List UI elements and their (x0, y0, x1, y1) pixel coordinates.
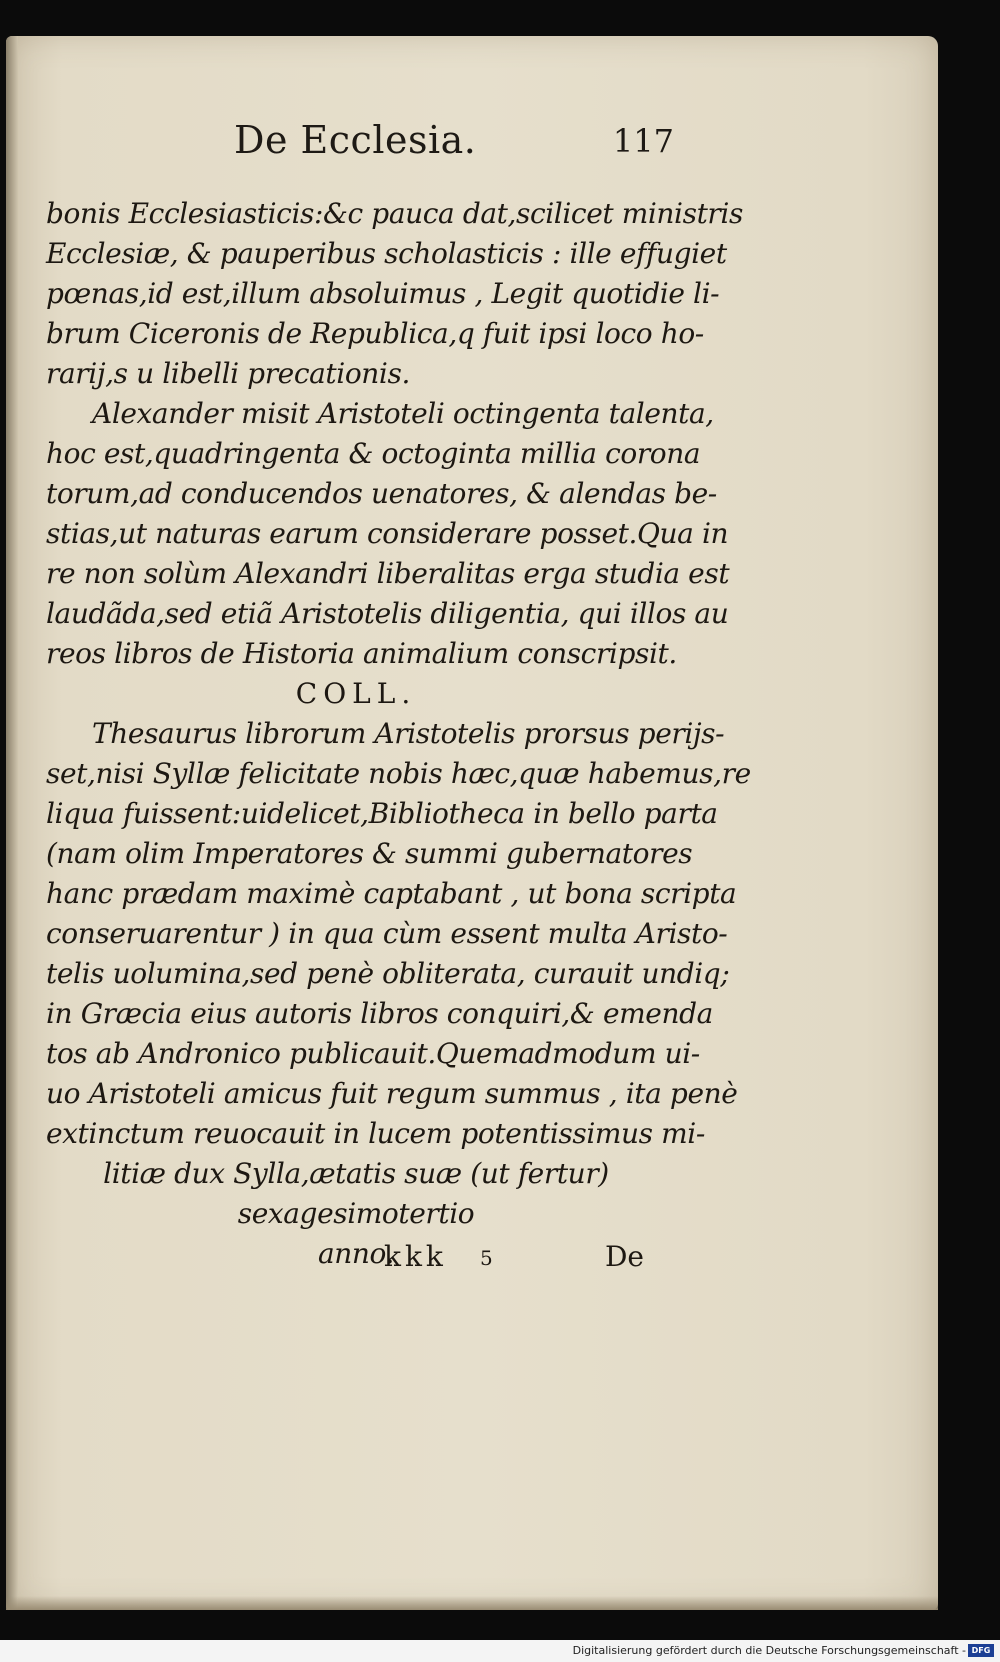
text-line: Alexander misit Aristoteli octingenta talenta, (92, 397, 714, 430)
page-gutter-edge (6, 36, 18, 1610)
signature-number: 5 (480, 1246, 493, 1270)
text-line: pœnas,id est,illum absoluimus , Legit quotidie li- (46, 277, 720, 310)
text-line: reos libros de Historia animalium conscripsit. (46, 637, 677, 670)
text-line: re non solùm Alexandri liberalitas erga studia est (46, 557, 730, 590)
text-line: bonis Ecclesiasticis:&c pauca dat,scilicet ministris (46, 197, 743, 230)
text-line-tail: sexagesimotertio (237, 1197, 475, 1230)
text-line: telis uolumina,sed penè obliterata, curauit undiq; (46, 957, 730, 990)
book-page (6, 36, 938, 1610)
digitization-footer (0, 1640, 1000, 1662)
catchword: De (604, 1240, 644, 1273)
text-line: torum,ad conducendos uenatores, & alendas be- (46, 477, 717, 510)
page-number: 117 (612, 122, 674, 160)
text-line: (nam olim Imperatores & summi gubernatores (46, 837, 693, 870)
text-line: in Græcia eius autoris libros conquiri,& emenda (46, 997, 713, 1030)
signature-mark: kkk (384, 1240, 447, 1273)
catchline (384, 1240, 644, 1280)
page-bottom-edge (6, 1596, 938, 1610)
text-line: stias,ut naturas earum considerare posset.Qua in (46, 517, 729, 550)
text-line-tail: litiæ dux Sylla,ætatis suæ (ut fertur) (103, 1157, 609, 1190)
text-line: uo Aristoteli amicus fuit regum summus , ita penè (46, 1077, 738, 1110)
section-heading: COLL. (295, 677, 417, 710)
text-line: set,nisi Syllæ felicitate nobis hæc,quæ habemus,re (46, 757, 751, 790)
text-line: Thesaurus librorum Aristotelis prorsus perijs- (92, 717, 725, 750)
text-line: laudãda,sed etiã Aristotelis diligentia, qui illos au (46, 597, 729, 630)
text-line: hoc est,quadringenta & octoginta millia corona (46, 437, 701, 470)
running-title: De Ecclesia. (234, 118, 477, 162)
text-line: tos ab Andronico publicauit.Quemadmodum ui- (46, 1037, 700, 1070)
funding-credit: Digitalisierung gefördert durch die Deutsche Forschungsgemeinschaft - (572, 1644, 966, 1657)
text-line: brum Ciceronis de Republica,q fuit ipsi loco ho- (46, 317, 704, 350)
text-block (46, 194, 751, 1274)
text-line: liqua fuissent:uidelicet,Bibliotheca in bello parta (46, 797, 718, 830)
dfg-logo[interactable]: DFG (968, 1644, 994, 1657)
text-line: rarij,s u libelli precationis. (46, 357, 410, 390)
text-line: Ecclesiæ, & pauperibus scholasticis : ille effugiet (46, 237, 727, 270)
text-line: extinctum reuocauit in lucem potentissimus mi- (46, 1117, 705, 1150)
text-line-tail: anno. (317, 1237, 395, 1270)
page-header (234, 118, 674, 168)
text-line: hanc prædam maximè captabant , ut bona scripta (46, 877, 737, 910)
text-line: conseruarentur ) in qua cùm essent multa Aristo- (46, 917, 728, 950)
